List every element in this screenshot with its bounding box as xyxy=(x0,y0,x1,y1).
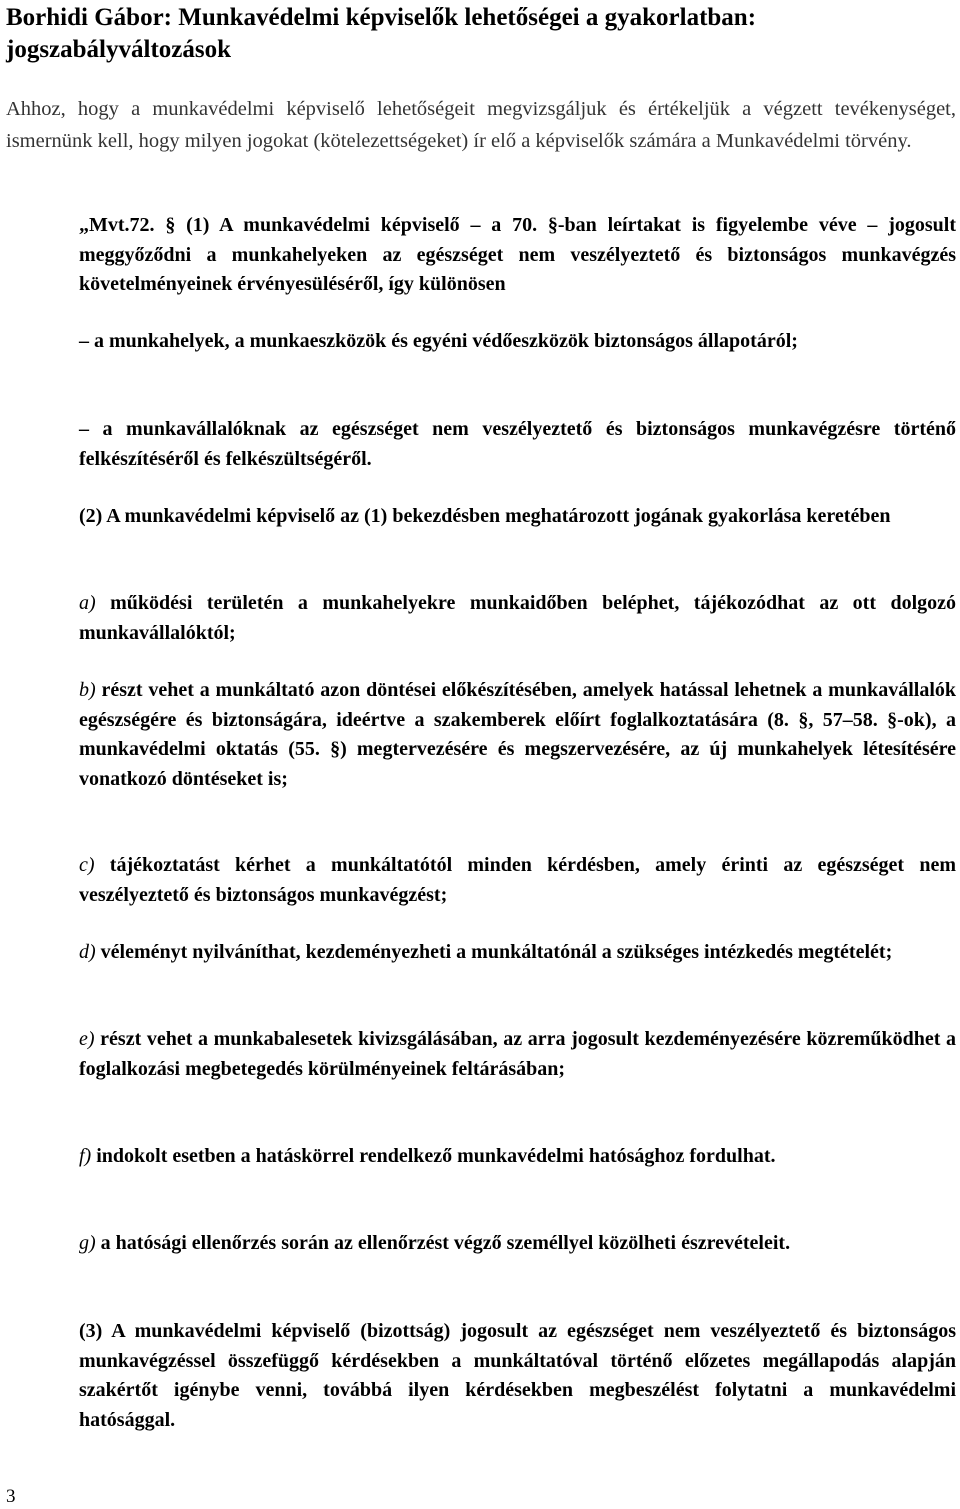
section-2-item-a xyxy=(79,589,956,648)
section-1-paragraph: „Mvt.72. § (1) A munkavédelmi képviselő – a 70. §-ban leírtakat is figyelembe véve – jogosult meggyőződni a munkahelyeken az egészséget nem veszélyeztető és biztonságos munkavégzés követelményeinek érvényesüléséről, így különösen xyxy=(79,214,956,295)
section-2-item-e xyxy=(79,1025,956,1084)
item-marker-e: e) xyxy=(79,1028,95,1050)
page-number: 3 xyxy=(6,1486,16,1507)
item-text-c: tájékoztatást kérhet a munkáltatótól minden kérdésben, amely érinti az egészséget nem veszélyeztető és biztonságos munkavégzést; xyxy=(79,854,956,906)
item-marker-f: f) xyxy=(79,1145,92,1167)
item-text-d: véleményt nyilváníthat, kezdeményezheti a munkáltatónál a szükséges intézkedés megtételét; xyxy=(100,941,893,963)
item-text-f: indokolt esetben a hatáskörrel rendelkező munkavédelmi hatósághoz fordulhat. xyxy=(96,1145,776,1167)
section-2-item-b xyxy=(79,676,956,794)
document-title: Borhidi Gábor: Munkavédelmi képviselők lehetőségei a gyakorlatban: jogszabályváltozások xyxy=(6,4,757,63)
item-marker-g: g) xyxy=(79,1232,96,1254)
section-2-item-f xyxy=(79,1142,956,1172)
intro-paragraph: Ahhoz, hogy a munkavédelmi képviselő lehetőségeit megvizsgáljuk és értékeljük a végzett tevékenységet, ismernünk kell, hogy milyen jogokat (kötelezettségeket) ír elő a képviselők számára a Munkavédelmi törvény. xyxy=(6,98,956,152)
section-1-item-1: – a munkahelyek, a munkaeszközök és egyéni védőeszközök biztonságos állapotáról; xyxy=(79,330,798,352)
item-marker-d: d) xyxy=(79,941,96,963)
item-marker-a: a) xyxy=(79,592,96,614)
section-1-item-2: – a munkavállalóknak az egészséget nem veszélyeztető és biztonságos munkavégzésre történő felkészítéséről és felkészültségéről. xyxy=(79,418,956,470)
item-marker-b: b) xyxy=(79,679,96,701)
item-text-b: részt vehet a munkáltató azon döntései előkészítésében, amelyek hatással lehetnek a munkavállalók egészségére és biztonságára, ideértve a szakemberek előírt foglalkoztatására (8. §, 57–58. §-ok), a munkavédelmi oktatás (55. §) megtervezésére és megszervezésére, az új munkahelyek létesítésére vonatkozó döntéseket is; xyxy=(79,679,957,790)
item-text-e: részt vehet a munkabalesetek kivizsgálásában, az arra jogosult kezdeményezésére közreműködhet a foglalkozási megbetegedés körülményeinek feltárásában; xyxy=(79,1028,957,1080)
section-2-item-c xyxy=(79,851,956,910)
section-2-item-d xyxy=(79,938,956,968)
item-text-g: a hatósági ellenőrzés során az ellenőrzést végző személlyel közölheti észrevételeit. xyxy=(100,1232,791,1254)
section-2-item-g xyxy=(79,1229,956,1259)
item-text-a: működési területén a munkahelyekre munkaidőben beléphet, tájékozódhat az ott dolgozó munkavállalóktól; xyxy=(79,592,957,644)
section-3-paragraph: (3) A munkavédelmi képviselő (bizottság) jogosult az egészséget nem veszélyeztető és biztonságos munkavégzéssel összefüggő kérdésekben a munkáltatóval történő előzetes megállapodás alapján szakértőt igénybe venni, továbbá ilyen kérdésekben megbeszélést folytatni a munkavédelmi hatósággal. xyxy=(79,1320,956,1431)
section-2-paragraph: (2) A munkavédelmi képviselő az (1) bekezdésben meghatározott jogának gyakorlása keretében xyxy=(79,505,891,527)
item-marker-c: c) xyxy=(79,854,95,876)
